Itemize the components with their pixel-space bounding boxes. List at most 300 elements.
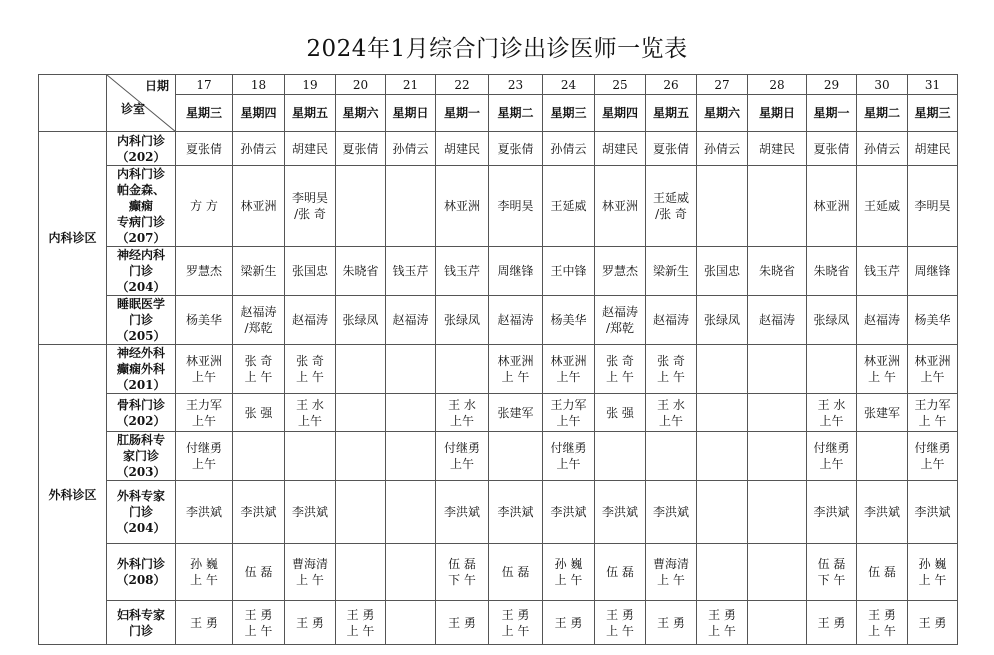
doctor-line: 上 午 — [501, 623, 530, 638]
schedule-cell — [489, 296, 543, 345]
schedule-cell — [595, 601, 646, 645]
doctor-line: 上午 — [920, 370, 945, 384]
dept-cell — [107, 432, 176, 481]
doctor-line: 付继勇 — [914, 441, 951, 455]
doctor-line: 罗慧杰 — [601, 264, 638, 278]
doctor-line: 林亚洲 — [240, 199, 277, 213]
doctor-line: 上 午 — [657, 573, 685, 587]
schedule-cell — [807, 296, 857, 345]
schedule-cell — [807, 432, 857, 481]
schedule-cell — [176, 296, 233, 345]
schedule-cell — [908, 132, 958, 166]
schedule-cell — [436, 481, 489, 544]
schedule-cell — [807, 544, 857, 601]
doctor-line: 张国忠 — [703, 264, 740, 278]
doctor-line: 孙倩云 — [550, 141, 587, 156]
schedule-cell — [857, 394, 908, 432]
table-row — [39, 432, 958, 481]
doctor-line: 上午 — [191, 457, 216, 471]
date-header-label: 日期 — [144, 79, 169, 93]
table-row — [39, 345, 958, 394]
doctor-line: 王延威 — [550, 199, 587, 213]
doctor-line: 王 水 — [448, 397, 476, 412]
dept-line: 外科门诊 — [116, 557, 165, 571]
schedule-cell — [748, 394, 807, 432]
schedule-cell — [543, 166, 595, 247]
schedule-cell — [857, 432, 908, 481]
doctor-line: 林亚洲 — [550, 354, 587, 368]
doctor-line: 林亚洲 — [863, 354, 900, 368]
doctor-line: 夏张倩 — [497, 141, 534, 156]
doctor-line: 李洪斌 — [185, 505, 222, 519]
doctor-line: 夏张倩 — [342, 141, 379, 156]
schedule-cell — [543, 247, 595, 296]
schedule-cell — [233, 432, 285, 481]
dept-line: （201） — [116, 378, 166, 392]
doctor-line: 林亚洲 — [185, 354, 222, 368]
doctor-line: 上 午 — [296, 573, 324, 587]
dept-cell — [107, 345, 176, 394]
doctor-line: 赵福涛 — [291, 313, 328, 327]
doctor-line: 上午 — [449, 457, 474, 471]
schedule-cell — [285, 432, 336, 481]
schedule-cell — [857, 247, 908, 296]
schedule-cell — [857, 132, 908, 166]
schedule-cell — [697, 345, 748, 394]
schedule-cell — [697, 296, 748, 345]
dept-line: 癫痫外科 — [116, 362, 165, 376]
doctor-line: 王 勇 — [448, 615, 476, 630]
dept-cell — [107, 296, 176, 345]
doctor-line: /张 奇 — [294, 207, 326, 221]
schedule-cell — [595, 481, 646, 544]
dept-line: 专病门诊 — [116, 215, 165, 229]
header-area-cell — [39, 75, 107, 132]
dept-line: 睡眠医学 — [116, 297, 165, 311]
doctor-line: 王力军 — [914, 397, 951, 412]
dept-line: 神经外科 — [116, 346, 165, 360]
doctor-line: 钱玉芹 — [863, 264, 900, 278]
schedule-cell — [748, 247, 807, 296]
schedule-cell — [543, 432, 595, 481]
schedule-cell — [646, 394, 697, 432]
doctor-line: 杨美华 — [185, 313, 222, 327]
schedule-cell — [285, 481, 336, 544]
schedule-cell — [646, 601, 697, 645]
schedule-cell — [646, 132, 697, 166]
area-internal-medicine: 内科诊区 — [39, 132, 107, 345]
dept-line: （202） — [116, 149, 166, 164]
doctor-line: 孙 巍 — [190, 557, 218, 571]
weekday-cell: 星期一 — [436, 95, 489, 132]
dept-line: （208） — [116, 573, 166, 587]
table-row — [39, 296, 958, 345]
weekday-cell: 星期三 — [543, 95, 595, 132]
schedule-cell — [285, 166, 336, 247]
doctor-line: 曹海清 — [652, 557, 689, 571]
schedule-cell — [595, 345, 646, 394]
schedule-cell — [176, 432, 233, 481]
doctor-line: 胡建民 — [601, 141, 638, 156]
schedule-cell — [233, 296, 285, 345]
schedule-cell — [436, 345, 489, 394]
dept-header-label: 诊室 — [121, 102, 146, 116]
dept-cell — [107, 166, 176, 247]
date-cell: 19 — [285, 75, 336, 95]
schedule-cell — [386, 481, 436, 544]
doctor-line: 上午 — [556, 413, 581, 428]
doctor-line: 李洪斌 — [443, 505, 480, 519]
dept-line: 骨科门诊 — [116, 397, 165, 412]
doctor-line: 孙倩云 — [392, 141, 429, 156]
doctor-line: 张建军 — [497, 405, 534, 420]
schedule-cell — [336, 432, 386, 481]
doctor-line: 王 勇 — [554, 615, 583, 630]
doctor-line: 张 奇 — [606, 354, 634, 368]
doctor-line: 上 午 — [868, 370, 896, 384]
schedule-cell — [489, 166, 543, 247]
schedule-cell — [748, 601, 807, 645]
doctor-line: 上 午 — [244, 370, 273, 384]
dept-line: 神经内科 — [116, 248, 165, 262]
weekday-cell: 星期四 — [233, 95, 285, 132]
doctor-line: 伍 磊 — [501, 565, 530, 579]
doctor-line: 赵福涛 — [863, 313, 900, 327]
dept-line: （202） — [116, 413, 166, 428]
doctor-line: 上 午 — [501, 370, 530, 384]
schedule-cell — [386, 432, 436, 481]
doctor-line: 李洪斌 — [601, 505, 638, 519]
doctor-line: 孙倩云 — [863, 141, 900, 156]
doctor-line: 上 午 — [918, 413, 947, 428]
doctor-line: 李洪斌 — [291, 505, 328, 519]
schedule-cell — [233, 132, 285, 166]
schedule-cell — [908, 247, 958, 296]
doctor-line: 上 午 — [554, 573, 583, 587]
schedule-cell — [436, 247, 489, 296]
schedule-cell — [489, 544, 543, 601]
doctor-line: 孙倩云 — [240, 141, 277, 156]
doctor-line: 林亚洲 — [914, 354, 951, 368]
schedule-cell — [595, 544, 646, 601]
doctor-line: 付继勇 — [185, 441, 222, 455]
doctor-line: 朱晓省 — [813, 264, 850, 278]
doctor-line: 上 午 — [346, 623, 375, 638]
weekday-cell: 星期五 — [646, 95, 697, 132]
doctor-line: 上 午 — [296, 370, 324, 384]
doctor-line: 张 奇 — [657, 354, 685, 368]
doctor-line: 王 水 — [817, 397, 846, 412]
doctor-line: 王 勇 — [501, 607, 530, 622]
date-cell: 23 — [489, 75, 543, 95]
schedule-cell — [908, 394, 958, 432]
doctor-line: 上 午 — [606, 370, 634, 384]
dept-line: 肛肠科专 — [116, 433, 165, 447]
doctor-line: 张绿凤 — [703, 313, 740, 327]
schedule-cell — [285, 132, 336, 166]
doctor-line: 李明昊 — [914, 199, 951, 213]
doctor-line: 上午 — [556, 370, 581, 384]
schedule-cell — [489, 481, 543, 544]
table-row — [39, 601, 958, 645]
schedule-cell — [436, 544, 489, 601]
date-cell: 21 — [386, 75, 436, 95]
doctor-line: 罗慧杰 — [185, 264, 222, 278]
doctor-line: 上午 — [297, 413, 322, 428]
schedule-cell — [336, 394, 386, 432]
doctor-line: 张绿凤 — [443, 313, 480, 327]
schedule-cell — [336, 296, 386, 345]
schedule-cell — [285, 345, 336, 394]
schedule-cell — [908, 544, 958, 601]
schedule-cell — [233, 601, 285, 645]
weekday-cell: 星期二 — [857, 95, 908, 132]
date-cell: 22 — [436, 75, 489, 95]
doctor-line: 王 勇 — [346, 607, 375, 622]
date-cell: 27 — [697, 75, 748, 95]
date-cell: 18 — [233, 75, 285, 95]
doctor-line: 梁新生 — [240, 264, 277, 278]
schedule-cell — [386, 345, 436, 394]
weekday-cell: 星期五 — [285, 95, 336, 132]
schedule-cell — [595, 132, 646, 166]
table-row — [39, 166, 958, 247]
doctor-line: 上午 — [191, 370, 216, 384]
schedule-cell — [176, 166, 233, 247]
doctor-line: 付继勇 — [443, 441, 480, 455]
schedule-cell — [336, 345, 386, 394]
doctor-line: 伍 磊 — [448, 557, 476, 571]
dept-line: 癫痫 — [128, 199, 153, 213]
dept-line: 门诊 — [128, 623, 153, 638]
schedule-cell — [595, 432, 646, 481]
weekday-cell: 星期日 — [386, 95, 436, 132]
doctor-line: 李洪斌 — [240, 505, 277, 519]
doctor-line: 朱晓省 — [342, 264, 379, 278]
dept-cell — [107, 132, 176, 166]
doctor-line: 杨美华 — [914, 313, 951, 327]
dept-line: 门诊 — [128, 313, 153, 327]
doctor-line: 上 午 — [708, 623, 736, 638]
doctor-line: 上午 — [819, 457, 844, 471]
schedule-cell — [807, 247, 857, 296]
schedule-cell — [646, 345, 697, 394]
doctor-line: 梁新生 — [652, 264, 689, 278]
doctor-line: 王 勇 — [868, 607, 896, 622]
schedule-cell — [489, 394, 543, 432]
schedule-cell — [233, 394, 285, 432]
schedule-cell — [543, 296, 595, 345]
doctor-line: 上 午 — [190, 573, 218, 587]
schedule-cell — [543, 481, 595, 544]
doctor-line: 张绿凤 — [342, 313, 379, 327]
date-cell: 28 — [748, 75, 807, 95]
doctor-line: 王 勇 — [657, 615, 685, 630]
schedule-cell — [543, 544, 595, 601]
doctor-line: 胡建民 — [914, 141, 951, 156]
weekday-cell: 星期四 — [595, 95, 646, 132]
doctor-line: 夏张倩 — [185, 141, 222, 156]
schedule-cell — [233, 481, 285, 544]
schedule-cell — [386, 601, 436, 645]
doctor-line: 王 勇 — [918, 615, 947, 630]
schedule-cell — [233, 544, 285, 601]
doctor-line: 钱玉芹 — [443, 264, 480, 278]
doctor-line: 李洪斌 — [914, 505, 951, 519]
doctor-line: 下 午 — [448, 573, 476, 587]
schedule-cell — [697, 394, 748, 432]
doctor-line: 张 强 — [244, 405, 273, 420]
schedule-cell — [386, 394, 436, 432]
weekday-cell: 星期一 — [807, 95, 857, 132]
doctor-line: 王延威 — [652, 191, 689, 205]
doctor-line: 付继勇 — [813, 441, 850, 455]
schedule-cell — [436, 296, 489, 345]
doctor-line: 下 午 — [817, 573, 846, 587]
dept-cell — [107, 247, 176, 296]
schedule-cell — [857, 481, 908, 544]
weekday-cell: 星期日 — [748, 95, 807, 132]
schedule-cell — [857, 296, 908, 345]
area-surgery: 外科诊区 — [39, 345, 107, 645]
doctor-line: /张 奇 — [655, 207, 687, 221]
schedule-cell — [646, 296, 697, 345]
doctor-line: 孙倩云 — [703, 141, 740, 156]
doctor-line: 赵福涛 — [652, 313, 689, 327]
schedule-cell — [386, 247, 436, 296]
doctor-line: 李洪斌 — [550, 505, 587, 519]
schedule-cell — [386, 166, 436, 247]
schedule-cell — [807, 481, 857, 544]
weekday-cell: 星期六 — [336, 95, 386, 132]
schedule-cell — [748, 132, 807, 166]
dept-line: （207） — [116, 231, 166, 245]
header-corner-cell — [107, 75, 176, 132]
schedule-cell — [748, 296, 807, 345]
dept-line: （204） — [116, 280, 166, 294]
schedule-cell — [646, 166, 697, 247]
doctor-line: 夏张倩 — [813, 141, 850, 156]
schedule-cell — [807, 166, 857, 247]
doctor-line: 王 勇 — [296, 615, 324, 630]
doctor-line: 朱晓省 — [758, 264, 795, 278]
date-cell: 30 — [857, 75, 908, 95]
schedule-cell — [595, 166, 646, 247]
doctor-line: 伍 磊 — [817, 557, 846, 571]
doctor-line: 胡建民 — [291, 141, 328, 156]
schedule-cell — [908, 481, 958, 544]
doctor-line: 李明昊 — [291, 191, 328, 205]
doctor-line: 上午 — [658, 413, 683, 428]
schedule-cell — [233, 247, 285, 296]
doctor-line: /郑乾 — [244, 321, 273, 335]
doctor-line: 王 勇 — [817, 615, 846, 630]
doctor-line: 赵福涛 — [601, 305, 638, 319]
schedule-cell — [543, 132, 595, 166]
dept-line: （203） — [116, 465, 166, 479]
schedule-cell — [908, 601, 958, 645]
dept-line: 内科门诊 — [116, 167, 165, 181]
doctor-line: 付继勇 — [550, 441, 587, 455]
dept-line: （204） — [116, 521, 166, 535]
date-cell: 17 — [176, 75, 233, 95]
schedule-cell — [285, 247, 336, 296]
date-cell: 26 — [646, 75, 697, 95]
schedule-cell — [646, 544, 697, 601]
schedule-cell — [908, 432, 958, 481]
doctor-line: 夏张倩 — [652, 141, 689, 156]
doctor-line: 上午 — [920, 457, 945, 471]
schedule-cell — [748, 544, 807, 601]
doctor-line: 钱玉芹 — [392, 264, 429, 278]
schedule-cell — [807, 394, 857, 432]
dept-cell — [107, 394, 176, 432]
doctor-line: 王延威 — [863, 199, 900, 213]
doctor-line: /郑乾 — [605, 321, 635, 335]
schedule-cell — [489, 345, 543, 394]
schedule-cell — [176, 481, 233, 544]
schedule-cell — [336, 601, 386, 645]
schedule-cell — [807, 132, 857, 166]
doctor-line: 王 水 — [296, 397, 324, 412]
date-cell: 31 — [908, 75, 958, 95]
doctor-line: 王中锋 — [550, 264, 587, 278]
table-row — [39, 394, 958, 432]
date-cell: 20 — [336, 75, 386, 95]
doctor-line: 王 勇 — [606, 607, 634, 622]
schedule-cell — [285, 544, 336, 601]
dept-line: 帕金森、 — [116, 183, 165, 197]
doctor-line: 曹海清 — [291, 557, 328, 571]
schedule-cell — [646, 432, 697, 481]
schedule-cell — [908, 166, 958, 247]
doctor-line: 方 方 — [190, 199, 218, 213]
schedule-cell — [807, 345, 857, 394]
schedule-cell — [285, 296, 336, 345]
doctor-line: 张 奇 — [296, 354, 324, 368]
schedule-cell — [285, 601, 336, 645]
schedule-cell — [336, 132, 386, 166]
schedule-cell — [697, 247, 748, 296]
schedule-cell — [543, 345, 595, 394]
doctor-line: 上 午 — [657, 370, 685, 384]
doctor-line: 伍 磊 — [868, 565, 896, 579]
schedule-cell — [436, 132, 489, 166]
schedule-cell — [386, 132, 436, 166]
doctor-line: 林亚洲 — [443, 199, 480, 213]
schedule-cell — [386, 296, 436, 345]
schedule-cell — [595, 394, 646, 432]
schedule-cell — [233, 166, 285, 247]
weekday-cell: 星期二 — [489, 95, 543, 132]
dept-line: 门诊 — [128, 505, 153, 519]
table-row — [39, 247, 958, 296]
schedule-cell — [697, 132, 748, 166]
doctor-line: 张建军 — [863, 405, 900, 420]
table-row — [39, 132, 958, 166]
schedule-cell — [176, 394, 233, 432]
schedule-cell — [697, 544, 748, 601]
schedule-cell — [543, 601, 595, 645]
doctor-line: 上 午 — [918, 573, 947, 587]
doctor-line: 上 午 — [606, 623, 634, 638]
doctor-line: 上 午 — [244, 623, 273, 638]
schedule-cell — [857, 601, 908, 645]
doctor-line: 林亚洲 — [601, 199, 638, 213]
schedule-cell — [176, 601, 233, 645]
doctor-line: 王力军 — [185, 397, 222, 412]
schedule-cell — [595, 247, 646, 296]
